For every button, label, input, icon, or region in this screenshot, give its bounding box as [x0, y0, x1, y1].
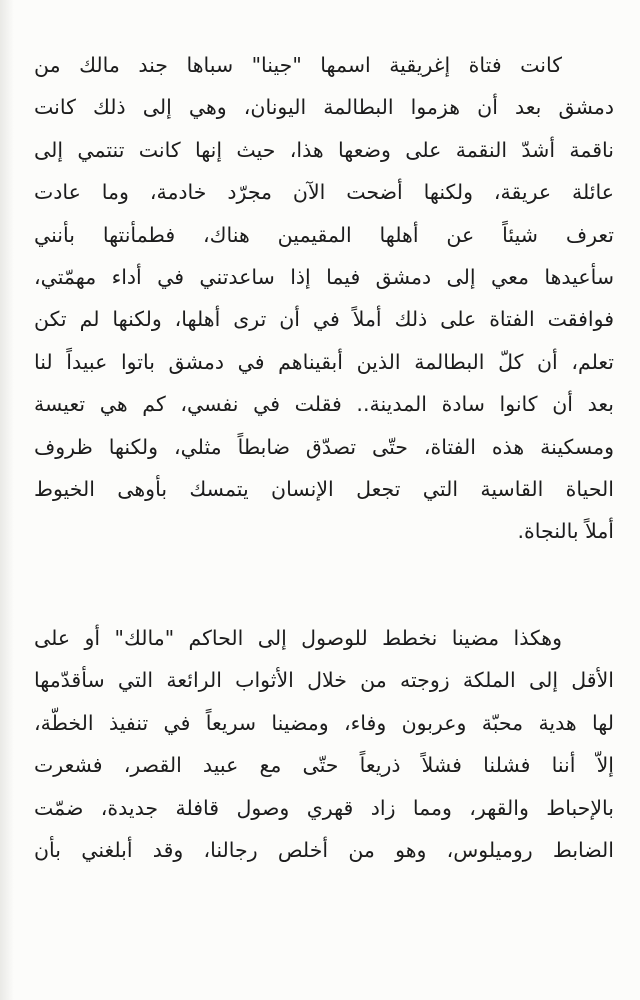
- text-line: ناقمة أشدّ النقمة على وضعها هذا، حيث إنها كانت تنتمي إلى: [34, 137, 614, 162]
- text-line: تعلم، أن كلّ البطالمة الذين أبقيناهم في دمشق باتوا عبيداً لنا: [34, 349, 614, 374]
- text-line: فوافقت الفتاة على ذلك أملاً في أن ترى أهلها، ولكنها لم تكن: [34, 307, 614, 332]
- text-line: بعد أن كانوا سادة المدينة.. فقلت في نفسي، كم هي تعيسة: [34, 392, 614, 417]
- page-gutter-shadow: [0, 0, 14, 1000]
- text-line: عائلة عريقة، ولكنها أضحت الآن مجرّد خادمة، وما عادت: [34, 180, 614, 205]
- text-line: وهكذا مضينا نخطط للوصول إلى الحاكم "مالك" أو على: [34, 626, 562, 650]
- text-line: إلاّ أننا فشلنا فشلاً ذريعاً حتّى مع عبيد القصر، فشعرت: [34, 753, 614, 778]
- text-line: الضابط روميلوس، وهو من أخلص رجالنا، وقد أبلغني بأن: [34, 837, 614, 862]
- text-line: ومسكينة هذه الفتاة، حتّى تصدّق ضابطاً مثلي، ولكنها ظروف: [34, 434, 614, 459]
- text-line: لها هدية محبّة وعربون وفاء، ومضينا سريعاً في تنفيذ الخطّة،: [34, 710, 614, 735]
- text-line: الحياة القاسية التي تجعل الإنسان يتمسك بأوهى الخيوط: [34, 476, 614, 501]
- paragraph-1: [34, 44, 614, 553]
- text-line: الأقل إلى الملكة زوجته من خلال الأثواب الرائعة التي سأقدّمها: [34, 668, 614, 693]
- text-line: بالإحباط والقهر، ومما زاد قهري وصول قافلة جديدة، ضمّت: [34, 795, 614, 820]
- text-line: أملاً بالنجاة.: [517, 519, 614, 544]
- text-line: تعرف شيئاً عن أهلها المقيمين هناك، فطمأنتها بأنني: [34, 222, 614, 247]
- text-line: سأعيدها معي إلى دمشق فيما إذا ساعدتني في أداء مهمّتي،: [34, 264, 614, 289]
- text-line: دمشق بعد أن هزموا البطالمة اليونان، وهي إلى ذلك كانت: [34, 95, 614, 120]
- paragraph-2: [34, 617, 614, 871]
- text-line: كانت فتاة إغريقية اسمها "جينا" سباها جند مالك من: [34, 53, 562, 77]
